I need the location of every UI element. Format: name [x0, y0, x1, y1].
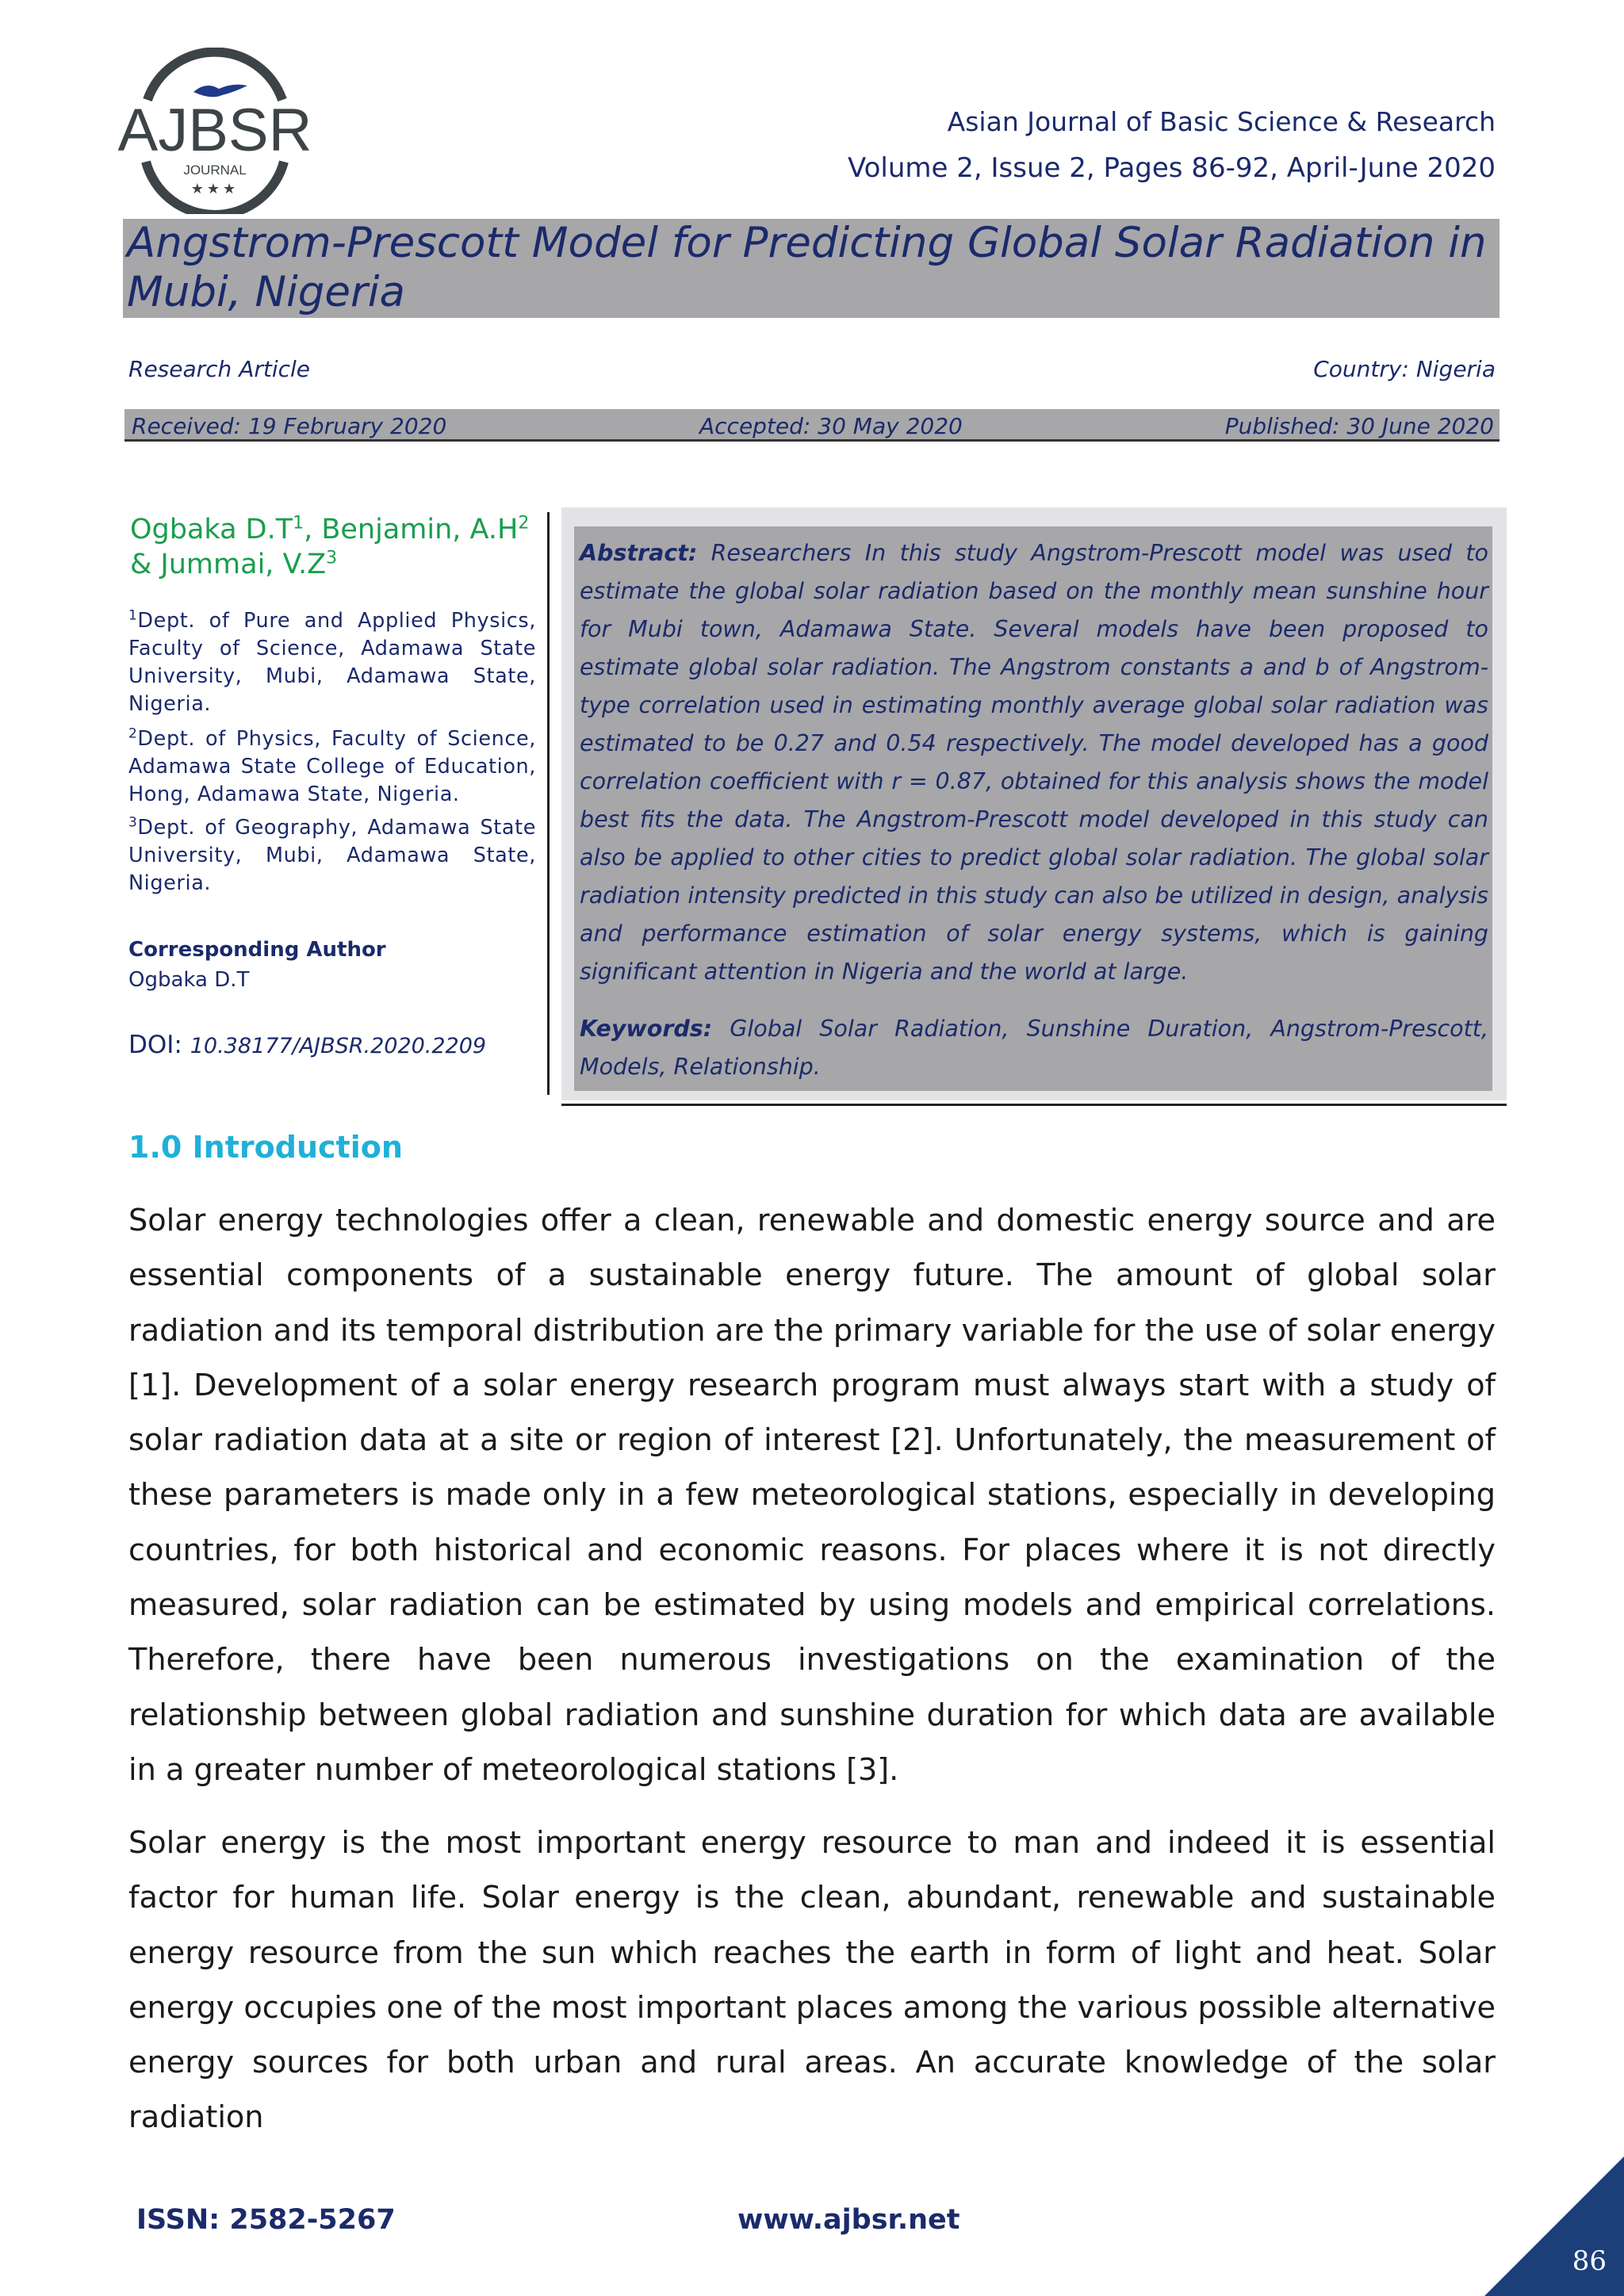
page-number: 86	[1572, 2245, 1607, 2277]
column-divider	[547, 512, 550, 1095]
affiliation	[128, 607, 536, 718]
bird-icon	[193, 85, 247, 98]
keywords	[580, 1010, 1488, 1086]
page-title: Angstrom-Prescott Model for Predicting Global Solar Radiation in Mubi, Nigeria	[127, 219, 1487, 316]
affiliation-text: Dept. of Pure and Applied Physics, Faculty of Science, Adamawa State University, Mubi, Adamawa State, Nigeria.	[128, 609, 536, 716]
country: Country: Nigeria	[1313, 356, 1496, 382]
issn: ISSN: 2582-5267	[136, 2204, 396, 2236]
website-link[interactable]: www.ajbsr.net	[737, 2204, 960, 2236]
body-paragraph: Solar energy technologies offer a clean, renewable and domestic energy source and are essential components of a sustainable energy future. The amount of global solar radiation and its temporal distribution are the primary variable for the use of solar energy [1]. Development of a solar energy research program must always start with a study of solar radiation data at a site or region of interest [2]. Unfortunately, the measurement of these parameters is made only in a few meteorological stations, especially in developing countries, for both historical and economic reasons. For places where it is not directly measured, solar radiation can be estimated by using models and empirical correlations. Therefore, there have been numerous investigations on the examination of the relationship between global radiation and sunshine duration for which data are available in a greater number of meteorological stations [3].	[128, 1203, 1496, 1788]
published-date: Published: 30 June 2020	[1224, 413, 1494, 439]
author-affiliation-mark: 3	[326, 548, 338, 568]
body-paragraph: Solar energy is the most important energy resource to man and indeed it is essential factor for human life. Solar energy is the clean, abundant, renewable and sustainable energy resource from the sun which reaches the earth in form of light and heat. Solar energy occupies one of the most important places among the various possible alternative energy sources for both urban and rural areas. An accurate knowledge of the solar radiation	[128, 1826, 1496, 2136]
author-name: Ogbaka D.T	[130, 514, 293, 545]
abstract-body: Researchers In this study Angstrom-Prescott model was used to estimate the global solar radiation based on the monthly mean sunshine hour for Mubi town, Adamawa State. Several models have been proposed to estimate global solar radiation. The Angstrom constants a and b of Angstrom-type correlation used in estimating monthly average global solar radiation was estimated to be 0.27 and 0.54 respectively. The model developed has a good correlation coefficient with r = 0.87, obtained for this analysis shows the model best fits the data. The Angstrom-Prescott model developed in this study can also be applied to other cities to predict global solar radiation. The global solar radiation intensity predicted in this study can also be utilized in design, analysis and performance estimation of solar energy systems, which is gaining significant attention in Nigeria and the world at large.	[580, 540, 1488, 985]
journal-name: Asian Journal of Basic Science & Research	[947, 106, 1496, 137]
doi-link[interactable]: 10.38177/AJBSR.2020.2209	[190, 1034, 487, 1058]
article-type: Research Article	[128, 356, 311, 382]
affiliation-mark: 2	[128, 725, 138, 742]
doi-label: DOI:	[128, 1031, 190, 1059]
logo-wordmark: AJBSR	[117, 97, 312, 164]
affiliation	[128, 725, 536, 809]
journal-logo	[117, 48, 312, 214]
keywords-label: Keywords:	[580, 1016, 713, 1042]
author-separator: &	[130, 549, 161, 580]
author-list	[130, 512, 542, 582]
author-affiliation-mark: 2	[518, 513, 530, 534]
corresponding-author-name: Ogbaka D.T	[128, 968, 250, 992]
section-heading: 1.0 Introduction	[128, 1130, 403, 1165]
abstract	[580, 534, 1488, 991]
doi	[128, 1031, 486, 1059]
corresponding-author-label: Corresponding Author	[128, 938, 386, 962]
affiliation-text: Dept. of Physics, Faculty of Science, Adamawa State College of Education, Hong, Adamawa State, Nigeria.	[128, 727, 536, 806]
journal-volume: Volume 2, Issue 2, Pages 86-92, April-June 2020	[848, 152, 1496, 184]
author-name: Jummai, V.Z	[160, 549, 327, 580]
abstract-label: Abstract:	[580, 540, 698, 566]
affiliation-text: Dept. of Geography, Adamawa State University, Mubi, Adamawa State, Nigeria.	[128, 816, 536, 895]
logo-subtext: JOURNAL	[183, 163, 247, 178]
author-affiliation-mark: 1	[293, 513, 304, 534]
affiliation-mark: 1	[128, 607, 138, 624]
author-name: Benjamin, A.H	[321, 514, 519, 545]
received-date: Received: 19 February 2020	[132, 413, 447, 439]
affiliation	[128, 814, 536, 897]
abstract-rule	[561, 1104, 1507, 1106]
keywords-list: Global Solar Radiation, Sunshine Duration, Angstrom-Prescott, Models, Relationship.	[580, 1016, 1488, 1080]
logo-stars-icon: ★★★	[190, 181, 239, 197]
accepted-date: Accepted: 30 May 2020	[699, 413, 963, 439]
author-separator: ,	[304, 514, 322, 545]
affiliation-mark: 3	[128, 814, 138, 831]
